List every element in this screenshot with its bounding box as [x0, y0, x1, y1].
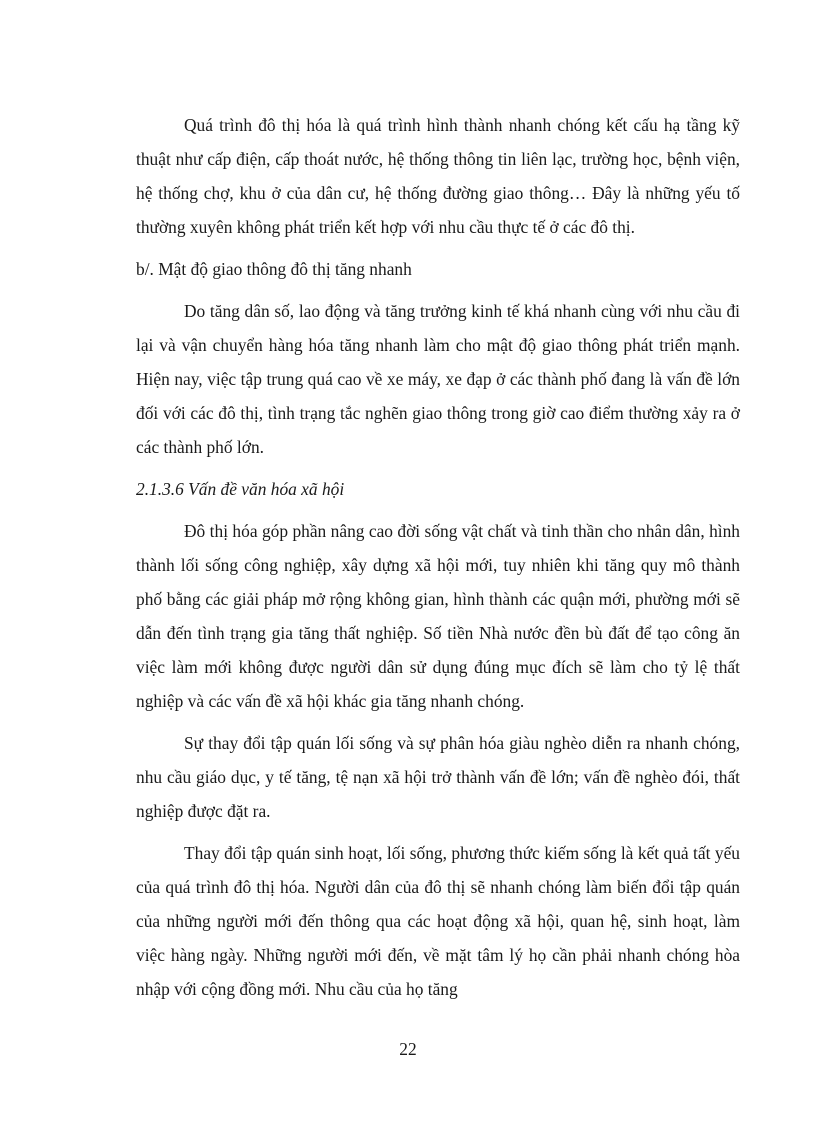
subsection-heading: 2.1.3.6 Vấn đề văn hóa xã hội — [136, 479, 345, 499]
page-content — [136, 108, 740, 1014]
body-paragraph: Thay đổi tập quán sinh hoạt, lối sống, phương thức kiếm sống là kết quả tất yếu của quá trình đô thị hóa. Người dân của đô thị sẽ nhanh chóng làm biến đổi tập quán của những người mới đến thông qua các hoạt động xã hội, quan hệ, sinh hoạt, làm việc hàng ngày. Những người mới đến, về mặt tâm lý họ cần phải nhanh chóng hòa nhập với cộng đồng mới. Nhu cầu của họ tăng — [136, 843, 740, 999]
body-paragraph: Do tăng dân số, lao động và tăng trưởng kinh tế khá nhanh cùng với nhu cầu đi lại và vận chuyển hàng hóa tăng nhanh làm cho mật độ giao thông phát triển mạnh. Hiện nay, việc tập trung quá cao về xe máy, xe đạp ở các thành phố đang là vấn đề lớn đối với các đô thị, tình trạng tắc nghẽn giao thông trong giờ cao điểm thường xảy ra ở các thành phố lớn. — [136, 301, 740, 457]
section-heading: b/. Mật độ giao thông đô thị tăng nhanh — [136, 259, 412, 279]
page-number: 22 — [399, 1039, 417, 1059]
body-paragraph: Sự thay đổi tập quán lối sống và sự phân hóa giàu nghèo diễn ra nhanh chóng, nhu cầu giáo dục, y tế tăng, tệ nạn xã hội trở thành vấn đề lớn; vấn đề nghèo đói, thất nghiệp được đặt ra. — [136, 733, 740, 821]
body-paragraph: Quá trình đô thị hóa là quá trình hình thành nhanh chóng kết cấu hạ tầng kỹ thuật như cấp điện, cấp thoát nước, hệ thống thông tin liên lạc, trường học, bệnh viện, hệ thống chợ, khu ở của dân cư, hệ thống đường giao thông… Đây là những yếu tố thường xuyên không phát triển kết hợp với nhu cầu thực tế ở các đô thị. — [136, 115, 740, 237]
body-paragraph: Đô thị hóa góp phần nâng cao đời sống vật chất và tinh thần cho nhân dân, hình thành lối sống công nghiệp, xây dựng xã hội mới, tuy nhiên khi tăng quy mô thành phố bằng các giải pháp mở rộng không gian, hình thành các quận mới, phường mới sẽ dẫn đến tình trạng gia tăng thất nghiệp. Số tiền Nhà nước đền bù đất để tạo công ăn việc làm mới không được người dân sử dụng đúng mục đích sẽ làm cho tỷ lệ thất nghiệp và các vấn đề xã hội khác gia tăng nhanh chóng. — [136, 521, 740, 711]
